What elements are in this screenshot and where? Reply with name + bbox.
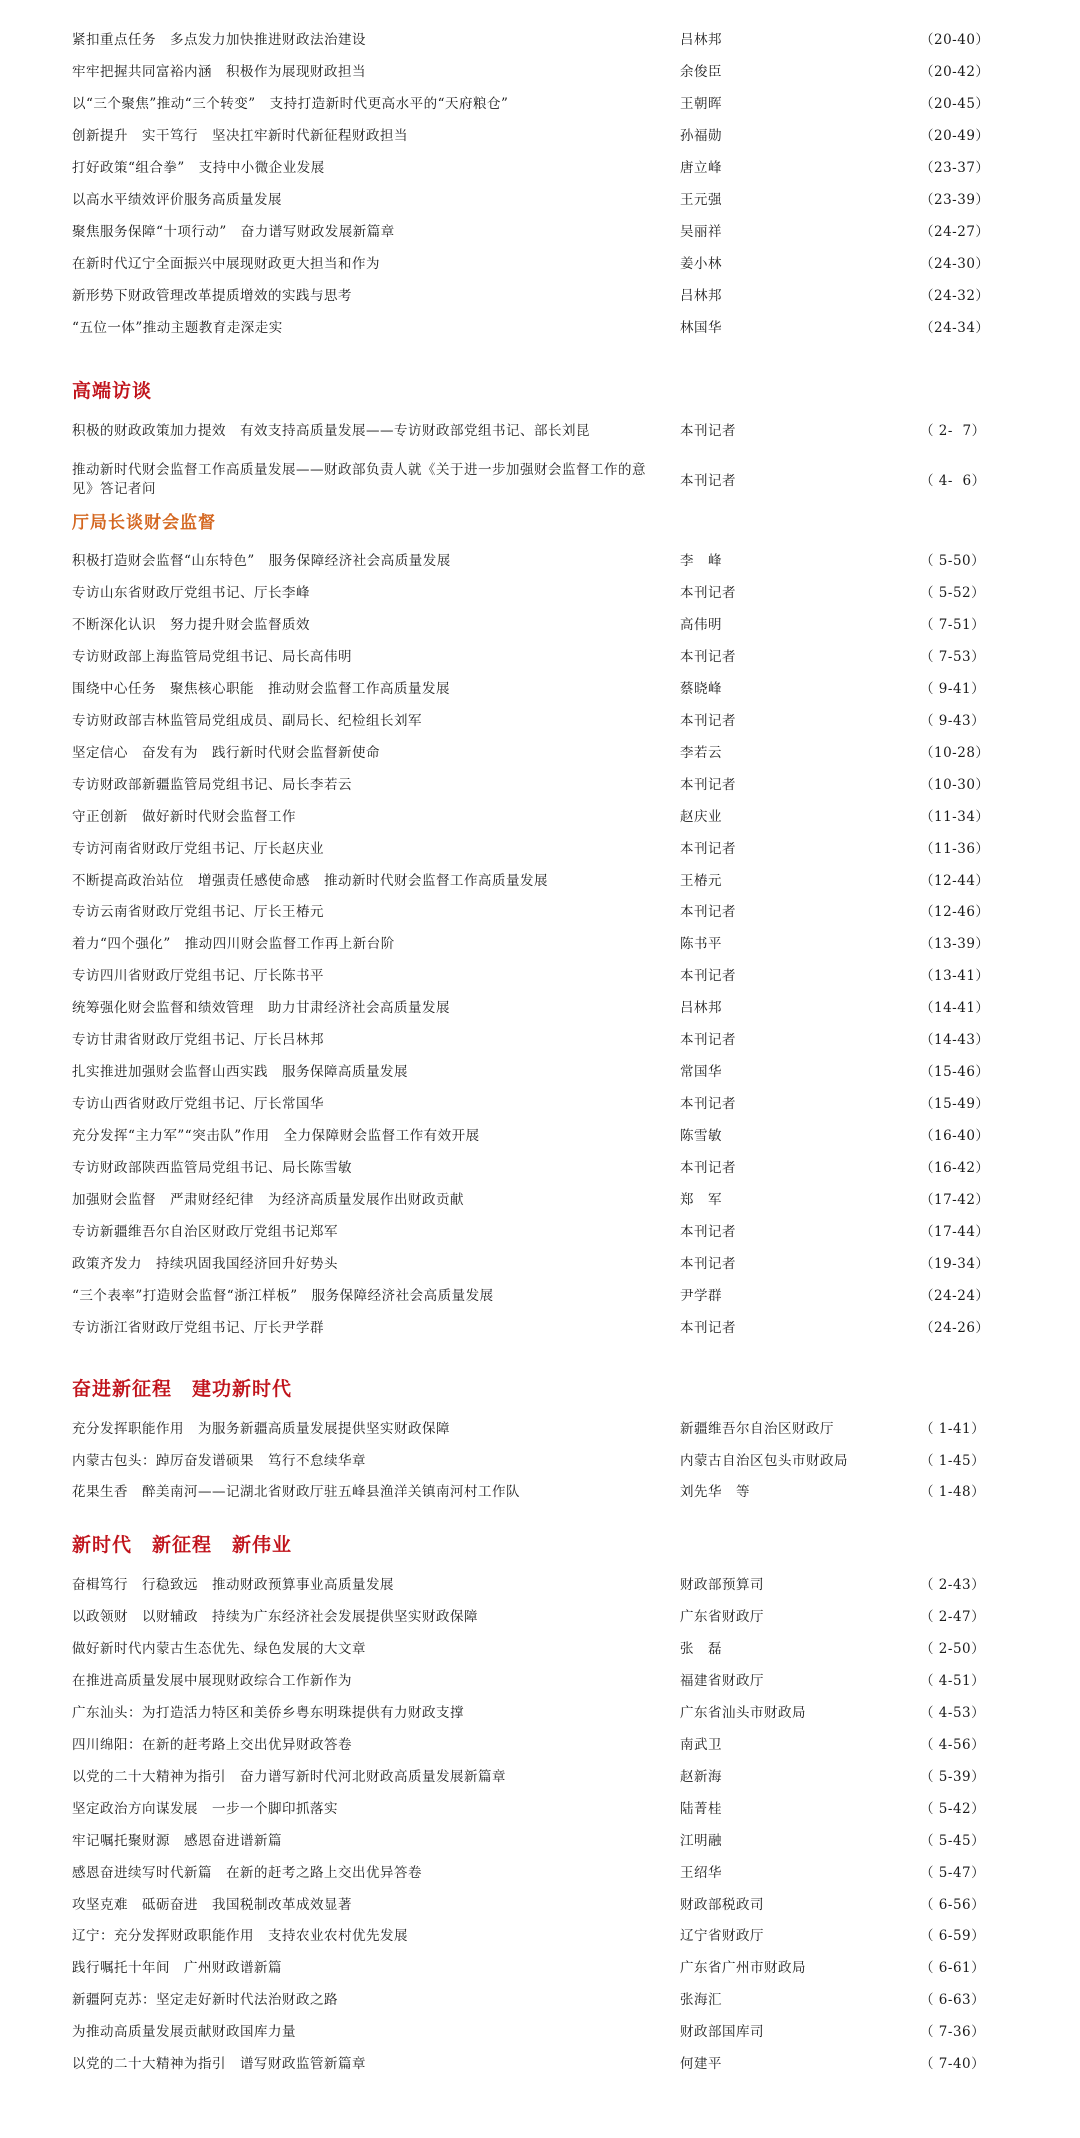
article-page-ref: （13-39） [920, 936, 990, 952]
article-title: 攻坚克难 砥砺奋进 我国税制改革成效显著 [72, 1897, 352, 1913]
article-title: “五位一体”推动主题教育走深走实 [72, 320, 283, 336]
article-title: 着力“四个强化” 推动四川财会监督工作再上新台阶 [72, 936, 395, 952]
article-page-ref: （ 5-50） [920, 553, 986, 569]
toc-entry [0, 585, 1080, 615]
toc-entry [0, 64, 1080, 94]
section-heading-high-end-interviews: 高端访谈 [72, 380, 153, 402]
toc-entry [0, 1000, 1080, 1030]
article-author: 辽宁省财政厅 [680, 1928, 764, 1944]
article-title: 专访山东省财政厅党组书记、厅长李峰 [72, 585, 310, 601]
toc-entry [0, 968, 1080, 998]
article-author: 本刊记者 [680, 1096, 736, 1112]
article-title: 专访四川省财政厅党组书记、厅长陈书平 [72, 968, 324, 984]
article-author: 本刊记者 [680, 1224, 736, 1240]
toc-entry [0, 1096, 1080, 1126]
article-author: 唐立峰 [680, 160, 722, 176]
article-page-ref: （ 1-48） [920, 1484, 986, 1500]
article-author: 吕林邦 [680, 32, 722, 48]
article-author: 本刊记者 [680, 1032, 736, 1048]
article-title: 内蒙古包头：踔厉奋发谱硕果 笃行不怠续华章 [72, 1453, 366, 1469]
article-page-ref: （24-34） [920, 320, 990, 336]
section-heading-new-journey: 奋进新征程 建功新时代 [72, 1378, 293, 1400]
article-author: 王朝晖 [680, 96, 722, 112]
toc-entry [0, 1064, 1080, 1094]
article-author: 本刊记者 [680, 423, 736, 439]
toc-entry [0, 2024, 1080, 2054]
article-author: 广东省汕头市财政局 [680, 1705, 806, 1721]
article-title: 守正创新 做好新时代财会监督工作 [72, 809, 296, 825]
article-page-ref: （ 2- 7） [920, 423, 986, 439]
article-page-ref: （ 2-43） [920, 1577, 986, 1593]
article-page-ref: （24-30） [920, 256, 990, 272]
article-title: 扎实推进加强财会监督山西实践 服务保障高质量发展 [72, 1064, 408, 1080]
article-author: 林国华 [680, 320, 722, 336]
article-title: 以政领财 以财辅政 持续为广东经济社会发展提供坚实财政保障 [72, 1609, 478, 1625]
article-title: 做好新时代内蒙古生态优先、绿色发展的大文章 [72, 1641, 366, 1657]
toc-entry [0, 1897, 1080, 1927]
article-page-ref: （ 7-53） [920, 649, 986, 665]
article-title: 专访山西省财政厅党组书记、厅长常国华 [72, 1096, 324, 1112]
toc-entry [0, 1484, 1080, 1514]
article-page-ref: （23-37） [920, 160, 990, 176]
article-title: 积极打造财会监督“山东特色” 服务保障经济社会高质量发展 [72, 553, 451, 569]
article-author: 新疆维吾尔自治区财政厅 [680, 1421, 834, 1437]
article-title: 花果生香 醉美南河——记湖北省财政厅驻五峰县渔洋关镇南河村工作队 [72, 1484, 520, 1500]
article-page-ref: （14-43） [920, 1032, 990, 1048]
article-title: 积极的财政政策加力提效 有效支持高质量发展——专访财政部党组书记、部长刘昆 [72, 423, 590, 439]
article-page-ref: （ 5-45） [920, 1833, 986, 1849]
article-author: 李 峰 [680, 553, 722, 569]
toc-entry [0, 128, 1080, 158]
toc-entry [0, 1865, 1080, 1895]
toc-entry [0, 1737, 1080, 1767]
article-title: 辽宁：充分发挥财政职能作用 支持农业农村优先发展 [72, 1928, 408, 1944]
article-page-ref: （ 9-41） [920, 681, 986, 697]
article-page-ref: （24-26） [920, 1320, 990, 1336]
article-title: 坚定政治方向谋发展 一步一个脚印抓落实 [72, 1801, 338, 1817]
article-title: 牢牢把握共同富裕内涵 积极作为展现财政担当 [72, 64, 366, 80]
article-title: 专访河南省财政厅党组书记、厅长赵庆业 [72, 841, 324, 857]
toc-entry [0, 777, 1080, 807]
article-title: 以“三个聚焦”推动“三个转变” 支持打造新时代更高水平的“天府粮仓” [72, 96, 509, 112]
toc-entry [0, 936, 1080, 966]
toc-entry [0, 1256, 1080, 1286]
article-author: 本刊记者 [680, 585, 736, 601]
article-page-ref: （11-36） [920, 841, 990, 857]
article-page-ref: （ 6-63） [920, 1992, 986, 2008]
article-title: 专访财政部新疆监管局党组书记、局长李若云 [72, 777, 352, 793]
toc-entry [0, 1673, 1080, 1703]
toc-entry [0, 1453, 1080, 1483]
article-page-ref: （ 5-47） [920, 1865, 986, 1881]
article-author: 南武卫 [680, 1737, 722, 1753]
article-page-ref: （ 5-52） [920, 585, 986, 601]
toc-entry [0, 745, 1080, 775]
toc-entry [0, 1160, 1080, 1190]
article-author: 高伟明 [680, 617, 722, 633]
article-title: 围绕中心任务 聚焦核心职能 推动财会监督工作高质量发展 [72, 681, 450, 697]
toc-entry [0, 1192, 1080, 1222]
article-author: 本刊记者 [680, 777, 736, 793]
article-author: 吴丽祥 [680, 224, 722, 240]
article-author: 本刊记者 [680, 713, 736, 729]
article-title: 在推进高质量发展中展现财政综合工作新作为 [72, 1673, 352, 1689]
article-title: 新疆阿克苏：坚定走好新时代法治财政之路 [72, 1992, 338, 2008]
article-title: 专访财政部上海监管局党组书记、局长高伟明 [72, 649, 352, 665]
article-title: 政策齐发力 持续巩固我国经济回升好势头 [72, 1256, 338, 1272]
article-author: 常国华 [680, 1064, 722, 1080]
article-title: 充分发挥“主力军”“突击队”作用 全力保障财会监督工作有效开展 [72, 1128, 480, 1144]
article-title: 紧扣重点任务 多点发力加快推进财政法治建设 [72, 32, 366, 48]
article-author: 本刊记者 [680, 473, 736, 489]
article-page-ref: （14-41） [920, 1000, 990, 1016]
article-page-ref: （ 1-45） [920, 1453, 986, 1469]
article-title: 充分发挥职能作用 为服务新疆高质量发展提供坚实财政保障 [72, 1421, 450, 1437]
article-page-ref: （12-46） [920, 904, 990, 920]
toc-entry [0, 1224, 1080, 1254]
article-author: 郑 军 [680, 1192, 722, 1208]
article-title: 创新提升 实干笃行 坚决扛牢新时代新征程财政担当 [72, 128, 408, 144]
article-page-ref: （10-30） [920, 777, 990, 793]
article-title: 专访财政部陕西监管局党组书记、局长陈雪敏 [72, 1160, 352, 1176]
toc-entry [0, 649, 1080, 679]
article-page-ref: （ 4- 6） [920, 473, 986, 489]
article-author: 吕林邦 [680, 1000, 722, 1016]
toc-entry [0, 1577, 1080, 1607]
article-title: 牢记嘱托聚财源 感恩奋进谱新篇 [72, 1833, 282, 1849]
toc-entry [0, 1801, 1080, 1831]
article-title: 不断提高政治站位 增强责任感使命感 推动新时代财会监督工作高质量发展 [72, 873, 548, 889]
article-page-ref: （ 6-61） [920, 1960, 986, 1976]
article-page-ref: （11-34） [920, 809, 990, 825]
article-page-ref: （13-41） [920, 968, 990, 984]
article-title: 专访云南省财政厅党组书记、厅长王椿元 [72, 904, 324, 920]
article-page-ref: （ 1-41） [920, 1421, 986, 1437]
toc-entry [0, 2056, 1080, 2086]
article-author: 本刊记者 [680, 841, 736, 857]
article-page-ref: （ 4-53） [920, 1705, 986, 1721]
toc-entry [0, 809, 1080, 839]
article-page-ref: （17-44） [920, 1224, 990, 1240]
article-page-ref: （ 5-42） [920, 1801, 986, 1817]
toc-entry [0, 1769, 1080, 1799]
article-page-ref: （ 7-40） [920, 2056, 986, 2072]
article-page-ref: （23-39） [920, 192, 990, 208]
article-author: 本刊记者 [680, 1160, 736, 1176]
toc-entry [0, 1705, 1080, 1735]
article-page-ref: （17-42） [920, 1192, 990, 1208]
toc-entry [0, 1992, 1080, 2022]
article-page-ref: （ 5-39） [920, 1769, 986, 1785]
article-page-ref: （ 7-36） [920, 2024, 986, 2040]
section-heading-new-era: 新时代 新征程 新伟业 [72, 1534, 293, 1556]
article-page-ref: （20-40） [920, 32, 990, 48]
article-author: 赵新海 [680, 1769, 722, 1785]
article-author: 本刊记者 [680, 649, 736, 665]
article-title: 新形势下财政管理改革提质增效的实践与思考 [72, 288, 352, 304]
article-page-ref: （24-32） [920, 288, 990, 304]
article-title: 专访新疆维吾尔自治区财政厅党组书记郑军 [72, 1224, 338, 1240]
article-page-ref: （15-46） [920, 1064, 990, 1080]
toc-entry [0, 1032, 1080, 1062]
article-page-ref: （16-42） [920, 1160, 990, 1176]
article-title: 以党的二十大精神为指引 谱写财政监管新篇章 [72, 2056, 366, 2072]
article-title: 四川绵阳：在新的赶考路上交出优异财政答卷 [72, 1737, 352, 1753]
article-author: 余俊臣 [680, 64, 722, 80]
article-page-ref: （ 6-56） [920, 1897, 986, 1913]
article-title: 为推动高质量发展贡献财政国库力量 [72, 2024, 296, 2040]
article-page-ref: （24-27） [920, 224, 990, 240]
article-author: 内蒙古自治区包头市财政局 [680, 1453, 848, 1469]
toc-entry [0, 1928, 1080, 1958]
section-heading-director-talks: 厅局长谈财会监督 [72, 513, 216, 533]
article-page-ref: （24-24） [920, 1288, 990, 1304]
toc-entry [0, 1833, 1080, 1863]
article-author: 李若云 [680, 745, 722, 761]
toc-entry [0, 192, 1080, 222]
article-author: 财政部国库司 [680, 2024, 764, 2040]
article-author: 财政部预算司 [680, 1577, 764, 1593]
article-page-ref: （10-28） [920, 745, 990, 761]
toc-entry [0, 1609, 1080, 1639]
toc-entry [0, 32, 1080, 62]
article-title: 践行嘱托十年间 广州财政谱新篇 [72, 1960, 282, 1976]
article-author: 何建平 [680, 2056, 722, 2072]
article-page-ref: （16-40） [920, 1128, 990, 1144]
article-author: 本刊记者 [680, 1256, 736, 1272]
article-author: 姜小林 [680, 256, 722, 272]
article-author: 本刊记者 [680, 904, 736, 920]
article-author: 广东省财政厅 [680, 1609, 764, 1625]
toc-entry [0, 256, 1080, 286]
article-author: 尹学群 [680, 1288, 722, 1304]
toc-entry [0, 713, 1080, 743]
toc-entry [0, 320, 1080, 350]
article-page-ref: （20-49） [920, 128, 990, 144]
article-title: 打好政策“组合拳” 支持中小微企业发展 [72, 160, 325, 176]
article-author: 本刊记者 [680, 968, 736, 984]
article-title: 聚焦服务保障“十项行动” 奋力谱写财政发展新篇章 [72, 224, 395, 240]
article-title: 推动新时代财会监督工作高质量发展——财政部负责人就《关于进一步加强财会监督工作的意见》答记者问 [72, 462, 646, 497]
article-author: 孙福勋 [680, 128, 722, 144]
article-author: 福建省财政厅 [680, 1673, 764, 1689]
article-author: 王椿元 [680, 873, 722, 889]
toc-entry [0, 423, 1080, 453]
toc-entry [0, 96, 1080, 126]
toc-entry [0, 1128, 1080, 1158]
article-page-ref: （12-44） [920, 873, 990, 889]
article-page-ref: （20-45） [920, 96, 990, 112]
article-author: 刘先华 等 [680, 1484, 750, 1500]
article-author: 吕林邦 [680, 288, 722, 304]
article-author: 蔡晓峰 [680, 681, 722, 697]
article-author: 赵庆业 [680, 809, 722, 825]
article-title: 专访甘肃省财政厅党组书记、厅长吕林邦 [72, 1032, 324, 1048]
toc-entry [0, 873, 1080, 903]
article-title: 以党的二十大精神为指引 奋力谱写新时代河北财政高质量发展新篇章 [72, 1769, 506, 1785]
article-author: 陆菁桂 [680, 1801, 722, 1817]
article-page-ref: （ 4-51） [920, 1673, 986, 1689]
article-title: 在新时代辽宁全面振兴中展现财政更大担当和作为 [72, 256, 380, 272]
article-author: 江明融 [680, 1833, 722, 1849]
toc-entry [0, 224, 1080, 254]
article-page-ref: （19-34） [920, 1256, 990, 1272]
toc-entry [0, 1421, 1080, 1451]
article-author: 广东省广州市财政局 [680, 1960, 806, 1976]
article-title: 以高水平绩效评价服务高质量发展 [72, 192, 282, 208]
article-author: 王绍华 [680, 1865, 722, 1881]
toc-entry [0, 617, 1080, 647]
article-title: “三个表率”打造财会监督“浙江样板” 服务保障经济社会高质量发展 [72, 1288, 494, 1304]
toc-entry [0, 553, 1080, 583]
article-author: 张 磊 [680, 1641, 722, 1657]
article-title: 感恩奋进续写时代新篇 在新的赶考之路上交出优异答卷 [72, 1865, 422, 1881]
article-page-ref: （15-49） [920, 1096, 990, 1112]
article-title: 奋楫笃行 行稳致远 推动财政预算事业高质量发展 [72, 1577, 394, 1593]
toc-entry [0, 841, 1080, 871]
article-page-ref: （ 6-59） [920, 1928, 986, 1944]
article-page-ref: （ 7-51） [920, 617, 986, 633]
toc-entry [0, 461, 1080, 497]
article-title: 专访财政部吉林监管局党组成员、副局长、纪检组长刘军 [72, 713, 422, 729]
article-page-ref: （ 2-50） [920, 1641, 986, 1657]
article-author: 财政部税政司 [680, 1897, 764, 1913]
article-author: 张海汇 [680, 1992, 722, 2008]
article-page-ref: （ 2-47） [920, 1609, 986, 1625]
toc-entry [0, 1960, 1080, 1990]
article-title: 统筹强化财会监督和绩效管理 助力甘肃经济社会高质量发展 [72, 1000, 450, 1016]
article-author: 陈雪敏 [680, 1128, 722, 1144]
toc-entry [0, 1288, 1080, 1318]
toc-entry [0, 288, 1080, 318]
article-author: 本刊记者 [680, 1320, 736, 1336]
article-title: 不断深化认识 努力提升财会监督质效 [72, 617, 310, 633]
article-author: 王元强 [680, 192, 722, 208]
article-page-ref: （20-42） [920, 64, 990, 80]
article-title: 专访浙江省财政厅党组书记、厅长尹学群 [72, 1320, 324, 1336]
article-page-ref: （ 9-43） [920, 713, 986, 729]
article-title: 加强财会监督 严肃财经纪律 为经济高质量发展作出财政贡献 [72, 1192, 464, 1208]
toc-entry [0, 160, 1080, 190]
toc-entry [0, 681, 1080, 711]
article-title: 坚定信心 奋发有为 践行新时代财会监督新使命 [72, 745, 380, 761]
toc-entry [0, 904, 1080, 934]
toc-entry [0, 1641, 1080, 1671]
toc-entry [0, 1320, 1080, 1350]
article-author: 陈书平 [680, 936, 722, 952]
article-title: 广东汕头：为打造活力特区和美侨乡粤东明珠提供有力财政支撑 [72, 1705, 464, 1721]
article-page-ref: （ 4-56） [920, 1737, 986, 1753]
